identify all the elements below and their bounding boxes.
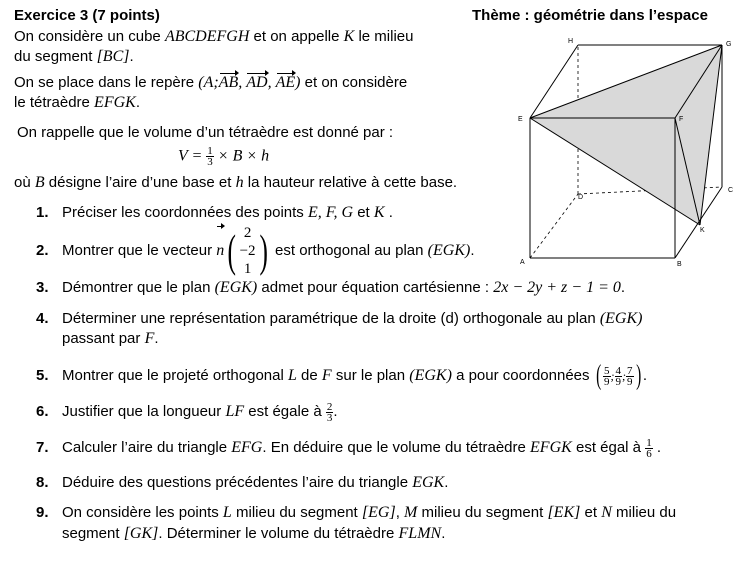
volume-formula: V = $\frac{1}{3}$ × B × h — [178, 145, 270, 168]
intro-line-2: du segment [BC]. — [14, 48, 134, 65]
question-7: 7. Calculer l’aire du triangle EFG. En déduire que le volume du tétraèdre EFGK est égal à $\frac{1}{6}$ . — [36, 436, 662, 460]
exercise-title: Exercice 3 (7 points) — [14, 7, 160, 24]
label-C: C — [728, 187, 734, 194]
question-2: 2. Montrer que le vecteur n( 2 −2 1 ) est orthogonal au plan (EGK). — [36, 225, 475, 277]
volume-definition: où B désigne l’aire d’une base et h la hauteur relative à cette base. — [14, 174, 458, 191]
label-A: A — [520, 259, 525, 266]
label-H: H — [568, 38, 574, 45]
label-K: K — [700, 227, 705, 234]
question-9-line-2: segment [GK]. Déterminer le volume du tétraèdre FLMN. — [62, 525, 446, 542]
label-F: F — [679, 116, 684, 123]
intro-line-1: On considère un cube ABCDEFGH et on appelle K le milieu — [14, 28, 414, 45]
question-9: 9. On considère les points L milieu du segment [EG], M milieu du segment [EK] et N milieu du — [36, 504, 677, 521]
question-8: 8. Déduire des questions précédentes l’aire du triangle EGK. — [36, 474, 449, 491]
question-4: 4. Déterminer une représentation paramétrique de la droite (d) orthogonale au plan (EGK) — [36, 310, 643, 327]
label-D: D — [578, 194, 584, 201]
question-1: 1. Préciser les coordonnées des points E, F, G et K . — [36, 204, 393, 221]
question-6: 6. Justifier que la longueur LF est égale à $\frac{2}{3}$ . — [36, 400, 338, 424]
theme-label: Thème : géométrie dans l’espace — [472, 7, 708, 24]
cube-figure — [510, 30, 746, 275]
intro-line-3: On se place dans le repère (A;AB, AD, AE) et on considère — [14, 74, 408, 91]
label-B: B — [677, 261, 682, 268]
question-3: 3. Démontrer que le plan (EGK) admet pour équation cartésienne : 2x − 2y + z − 1 = 0. — [36, 279, 626, 296]
label-E: E — [518, 116, 523, 123]
volume-reminder: On rappelle que le volume d’un tétraèdre est donné par : — [17, 124, 394, 141]
intro-line-4: le tétraèdre EFGK. — [14, 94, 140, 111]
label-G: G — [726, 41, 732, 48]
question-4-line-2: passant par F. — [62, 330, 159, 347]
question-5: 5. Montrer que le projeté orthogonal L de F sur le plan (EGK) a pour coordonnées ( $\frac{5}{9}$ ; $\frac{4}{9}$ ; $\frac{7}{9}$ ) . — [36, 360, 648, 391]
